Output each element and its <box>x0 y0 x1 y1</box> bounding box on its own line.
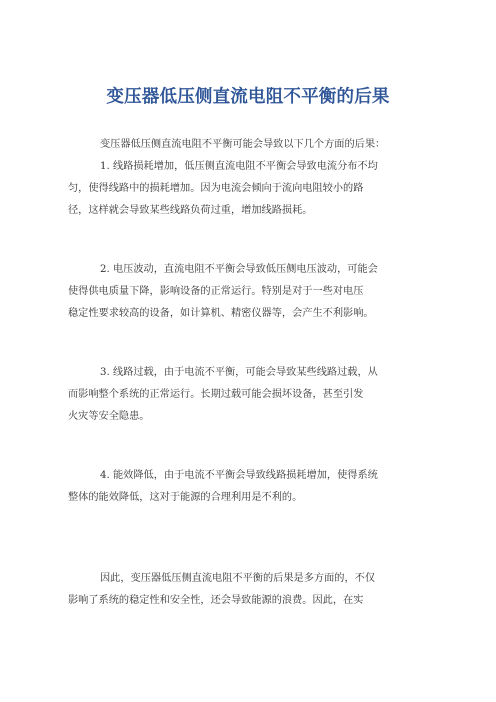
point-1-paragraph <box>68 156 433 222</box>
paragraph-line: 1. 线路损耗增加，低压侧直流电阻不平衡会导致电流分布不均 <box>100 161 378 172</box>
paragraph-line: 匀，使得线路中的损耗增加。因为电流会倾向于流向电阻较小的路 <box>68 183 364 194</box>
conclusion-paragraph <box>68 568 433 612</box>
paragraph-line: 使得供电质量下降，影响设备的正常运行。特别是对于一些对电压 <box>68 286 364 297</box>
paragraph-line: 影响了系统的稳定性和安全性，还会导致能源的浪费。因此，在实 <box>68 595 364 606</box>
point-4-paragraph <box>68 465 433 509</box>
document-title: 变压器低压侧直流电阻不平衡的后果 <box>106 87 390 107</box>
paragraph-line: 稳定性要求较高的设备，如计算机、精密仪器等，会产生不利影响。 <box>68 308 374 319</box>
paragraph-line: 而影响整个系统的正常运行。长期过载可能会损坏设备，甚至引发 <box>68 389 364 400</box>
intro-paragraph <box>68 134 433 156</box>
paragraph-line: 火灾等安全隐患。 <box>68 411 150 422</box>
paragraph-line: 4. 能效降低，由于电流不平衡会导致线路损耗增加，使得系统 <box>100 470 378 481</box>
point-3-paragraph <box>68 362 433 428</box>
paragraph-line: 整体的能效降低，这对于能源的合理利用是不利的。 <box>68 492 303 503</box>
paragraph-line: 3. 线路过载，由于电流不平衡，可能会导致某些线路过载，从 <box>100 367 378 378</box>
paragraph-line: 因此，变压器低压侧直流电阻不平衡的后果是多方面的，不仅 <box>100 573 376 584</box>
intro-line: 变压器低压侧直流电阻不平衡可能会导致以下几个方面的后果： <box>100 139 386 150</box>
point-2-paragraph <box>68 259 433 325</box>
paragraph-line: 2. 电压波动，直流电阻不平衡会导致低压侧电压波动，可能会 <box>100 264 378 275</box>
paragraph-line: 径，这样就会导致某些线路负荷过重，增加线路损耗。 <box>68 205 313 216</box>
